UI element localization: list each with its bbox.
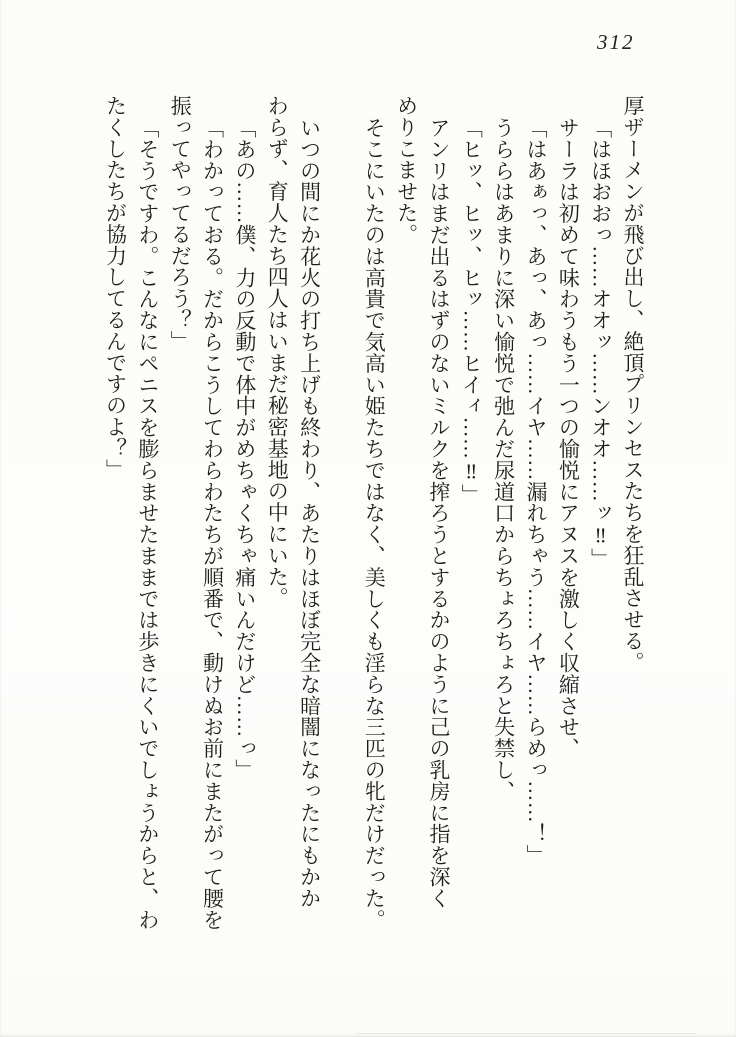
text-line: めりこませた。	[394, 95, 419, 245]
vertical-text-area	[99, 95, 649, 941]
text-line: サーラは初めて味わうもう一つの愉悦にアヌスを激しく収縮させ、	[556, 116, 581, 759]
page-number: 312	[597, 30, 635, 54]
text-line: 振ってやってるだろう？」	[168, 95, 193, 352]
text-line: アンリはまだ出るはずのないミルクを搾ろうとするかのように己の乳房に指を深く	[426, 116, 451, 909]
text-line: たくしたちが協力してるんですのよ？」	[103, 95, 128, 481]
text-line: 「ヒッ、ヒッ、ヒッ……ヒイィ……‼」	[459, 116, 484, 505]
text-line: 「はほおおっ……オオッ……ンオオ……ッ‼」	[588, 116, 613, 570]
scan-edge-artifact	[357, 1033, 696, 1034]
text-line: わらず、育人たち四人はいまだ秘密基地の中にいた。	[265, 95, 290, 609]
text-line: 「そうですわ。こんなにペニスを膨らませたままでは歩きにくいでしょうからと、わ	[135, 116, 160, 930]
text-line: 「わかっておる。だからこうしてわらわたちが順番で、動けぬお前にまたがって腰を	[200, 116, 225, 930]
text-line: うららはあまりに深い愉悦で弛んだ尿道口からちょろちょろと失禁し、	[491, 116, 516, 802]
text-line: いつの間にか花火の打ち上げも終わり、あたりはほぼ完全な暗闇になったにもかか	[297, 116, 322, 909]
text-line: 「はあぁっ、あっ、あっ……イヤ……漏れちゃう……イヤ……らめっ……！」	[523, 116, 548, 866]
paragraph-spacer	[326, 95, 358, 941]
text-line: 厚ザーメンが飛び出し、絶頂プリンセスたちを狂乱させる。	[621, 95, 645, 673]
text-line: そこにいたのは高貴で気高い姫たちではなく、美しくも淫らな三匹の牝だけだった。	[362, 116, 387, 930]
text-line: 「あの……僕、力の反動で体中がめちゃくちゃ痛いんだけど……っ」	[232, 116, 257, 781]
